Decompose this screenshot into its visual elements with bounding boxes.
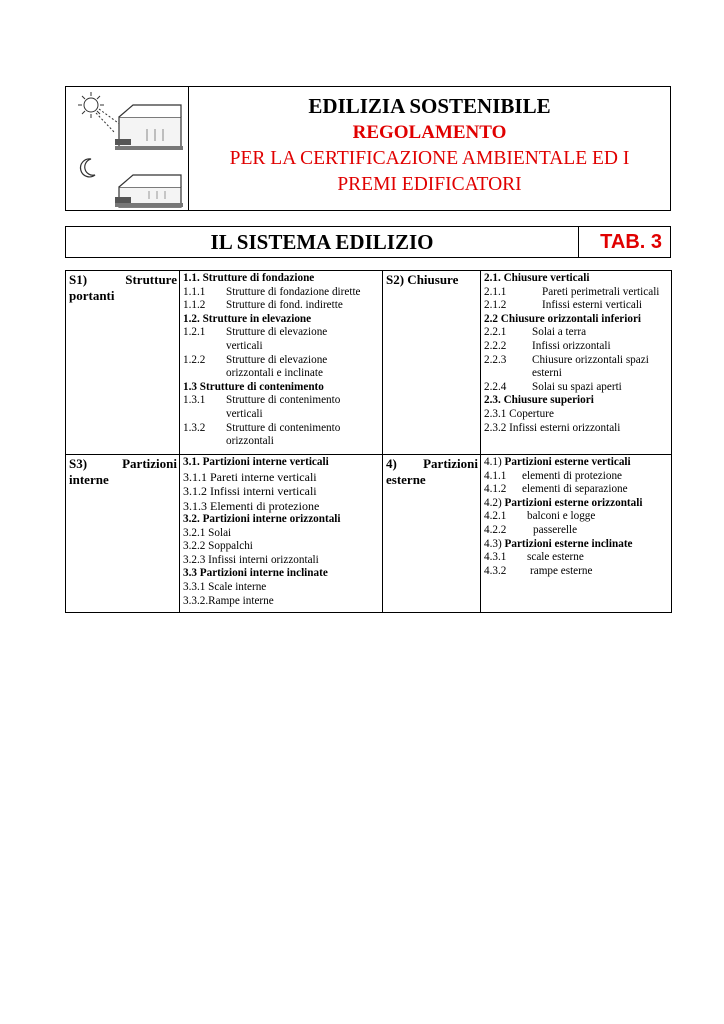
- list-item: 1.2.1 Strutture di elevazione: [183, 326, 328, 339]
- document-title: EDILIZIA SOSTENIBILE: [308, 94, 551, 118]
- list-item: 1.2.2 Strutture di elevazione: [183, 353, 328, 366]
- subtitle-line-1: PER LA CERTIFICAZIONE AMBIENTALE ED I: [229, 148, 630, 169]
- logo-cell: [66, 87, 189, 210]
- header-box: [65, 86, 671, 211]
- building-system-table: [65, 270, 672, 613]
- category-s3: [66, 455, 180, 613]
- group-heading: 4.2) Partizioni esterne orizzontali: [484, 496, 643, 509]
- category-label: esterne: [386, 472, 426, 487]
- group-heading: 1.3 Strutture di contenimento: [183, 380, 324, 393]
- category-label: Partizioni: [423, 456, 478, 471]
- group-heading: 3.3 Partizioni interne inclinate: [183, 567, 328, 580]
- list-item: 2.2.3 Chiusure orizzontali spazi esterni: [484, 353, 649, 380]
- category-label: S2) Chiusure: [386, 272, 459, 287]
- category-label: interne: [69, 472, 109, 487]
- list-item: 4.3.2 rampe esterne: [484, 564, 593, 577]
- category-s1: [66, 271, 180, 455]
- group-heading: 4.3) Partizioni esterne inclinate: [484, 537, 633, 550]
- list-item: 4.3.1 scale esterne: [484, 551, 584, 564]
- list-item: 1.1.1 Strutture di fondazione dirette: [183, 285, 361, 298]
- list-item: 4.1.1 elementi di protezione: [484, 469, 623, 482]
- list-item-continuation: verticali: [226, 339, 263, 352]
- group-heading: 2.3. Chiusure superiori: [484, 394, 594, 407]
- list-item: 2.3.2 Infissi esterni orizzontali: [484, 421, 621, 434]
- category-label: portanti: [69, 288, 115, 303]
- category-label: S3): [69, 456, 88, 471]
- list-item: 3.1.2 Infissi interni verticali: [183, 484, 317, 499]
- table-number: TAB. 3: [578, 227, 670, 257]
- subtitle-line-2: PREMI EDIFICATORI: [337, 174, 522, 195]
- header-title-cell: [189, 87, 670, 210]
- building-sun-moon-illustration: [69, 89, 185, 210]
- list-item: 3.2.2 Soppalchi: [183, 540, 253, 553]
- list-s3: [180, 455, 383, 613]
- table-row: [66, 455, 672, 613]
- category-label: Strutture: [125, 272, 177, 287]
- list-item: 2.2.1 Solai a terra: [484, 326, 587, 339]
- list-item: 2.1.2 Infissi esterni verticali: [484, 299, 643, 312]
- list-item-continuation: verticali: [226, 407, 263, 420]
- list-item: 3.1.1 Pareti interne verticali: [183, 469, 317, 484]
- list-item: 4.2.2 passerelle: [484, 523, 578, 536]
- section-title: IL SISTEMA EDILIZIO: [210, 230, 434, 254]
- group-heading: 3.2. Partizioni interne orizzontali: [183, 513, 341, 526]
- list-s1: [180, 271, 383, 455]
- list-s4: [481, 455, 672, 613]
- list-item: 2.3.1 Coperture: [484, 407, 554, 420]
- list-item: 3.2.3 Infissi interni orizzontali: [183, 553, 319, 566]
- list-item: 3.3.1 Scale interne: [183, 581, 267, 594]
- list-item-continuation: orizzontali: [226, 435, 274, 448]
- group-heading: 3.1. Partizioni interne verticali: [183, 456, 329, 468]
- list-item: 2.2.2 Infissi orizzontali: [484, 339, 611, 352]
- list-item: 3.1.3 Elementi di protezione: [183, 498, 320, 513]
- list-item-continuation: orizzontali e inclinate: [226, 367, 323, 380]
- group-heading: 2.2 Chiusure orizzontali inferiori: [484, 312, 642, 325]
- list-s2: [481, 271, 672, 455]
- group-heading: 1.2. Strutture in elevazione: [183, 312, 312, 325]
- group-heading: 2.1. Chiusure verticali: [484, 272, 590, 284]
- list-item: 3.2.1 Solai: [183, 526, 232, 539]
- list-item: 2.2.4 Solai su spazi aperti: [484, 380, 622, 393]
- group-heading: 1.1. Strutture di fondazione: [183, 272, 315, 284]
- list-item: 4.2.1 balconi e logge: [484, 510, 596, 523]
- list-item: 1.3.2 Strutture di contenimento: [183, 421, 341, 434]
- category-label: S1): [69, 272, 88, 287]
- category-s4: [383, 455, 481, 613]
- category-label: Partizioni: [122, 456, 177, 471]
- list-item: 3.3.2.Rampe interne: [183, 594, 274, 607]
- category-s2: [383, 271, 481, 455]
- table-row: [66, 271, 672, 455]
- list-item: 4.1.2 elementi di separazione: [484, 483, 628, 496]
- list-item: 1.3.1 Strutture di contenimento: [183, 394, 341, 407]
- document-subtitle: REGOLAMENTO: [352, 122, 507, 143]
- section-title-box: [65, 226, 671, 258]
- list-item: 1.1.2 Strutture di fond. indirette: [183, 299, 343, 312]
- group-heading: 4.1) Partizioni esterne verticali: [484, 456, 631, 468]
- list-item: 2.1.1 Pareti perimetrali verticali: [484, 285, 660, 298]
- category-label: 4): [386, 456, 397, 471]
